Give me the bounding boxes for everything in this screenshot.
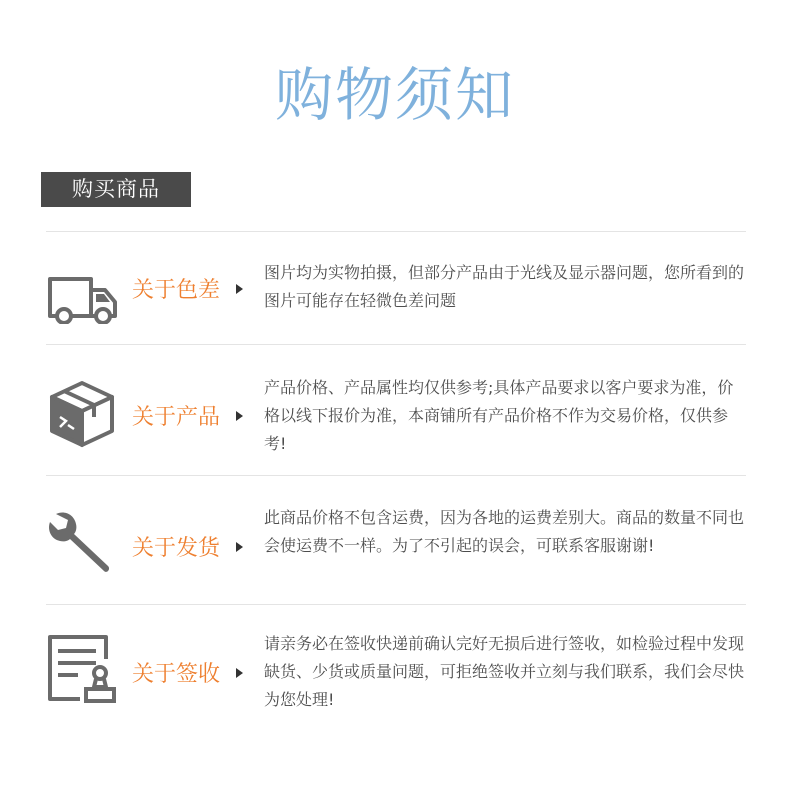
row-title: 关于色差 [132,278,221,303]
info-row-signing [46,605,746,735]
signature-stamp-icon [46,633,118,705]
package-box-icon [46,377,118,449]
info-row-shipping [46,476,746,604]
row-title: 关于发货 [132,536,221,561]
arrow-right-icon [236,668,243,678]
arrow-right-icon [236,542,243,552]
delivery-truck-icon [46,252,118,324]
wrench-icon [46,508,118,580]
info-row-color-difference [46,232,746,344]
row-description: 产品价格、产品属性均仅供参考;具体产品要求以客户要求为准，价格以线下报价为准，本商铺所有产品价格不作为交易价格，仅供参考! [264,378,734,453]
page-title: 购物须知 [274,61,515,129]
row-description: 请亲务必在签收快递前确认完好无损后进行签收，如检验过程中发现缺货、少货或质量问题，可拒绝签收并立刻与我们联系，我们会尽快为您处理! [264,634,745,709]
row-title: 关于产品 [132,405,221,430]
section-label: 购买商品 [41,172,191,207]
arrow-right-icon [236,284,243,294]
row-title: 关于签收 [132,662,221,687]
info-row-product [46,345,746,475]
row-description: 图片均为实物拍摄，但部分产品由于光线及显示器问题，您所看到的图片可能存在轻微色差问题 [264,263,745,310]
row-description: 此商品价格不包含运费，因为各地的运费差别大。商品的数量不同也会使运费不一样。为了不引起的误会，可联系客服谢谢! [264,508,745,555]
arrow-right-icon [236,411,243,421]
